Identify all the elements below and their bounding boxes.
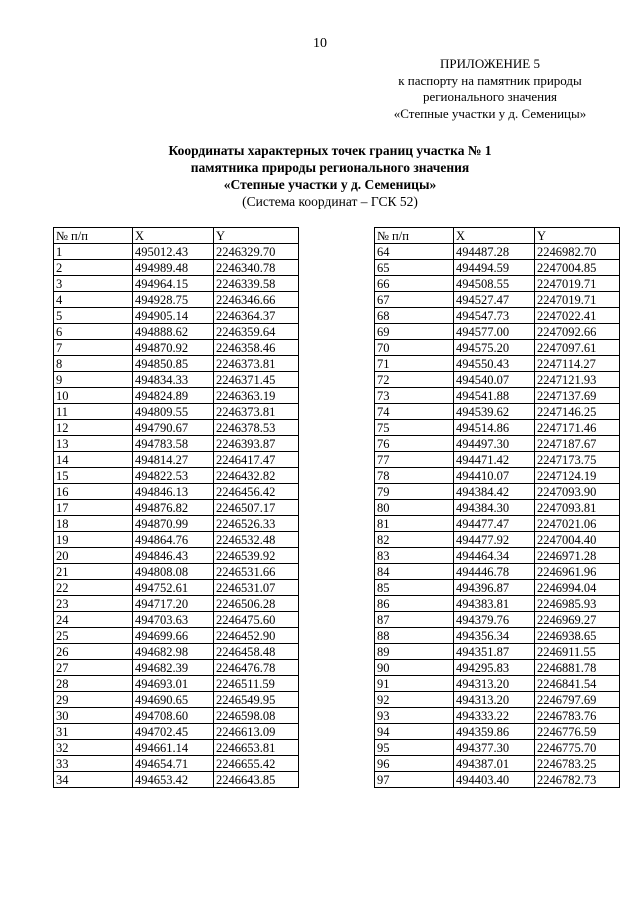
cell-y: 2246507.17 xyxy=(214,500,299,516)
table-row xyxy=(375,596,620,612)
cell-y: 2247004.85 xyxy=(535,260,620,276)
cell-x: 494396.87 xyxy=(454,580,535,596)
cell-x: 494702.45 xyxy=(133,724,214,740)
cell-x: 494464.34 xyxy=(454,548,535,564)
cell-y: 2247137.69 xyxy=(535,388,620,404)
cell-y: 2246643.85 xyxy=(214,772,299,788)
cell-x: 494850.85 xyxy=(133,356,214,372)
table-row xyxy=(375,644,620,660)
appendix-line-site-name: «Степные участки у д. Семеницы» xyxy=(393,105,587,121)
table-row xyxy=(54,276,299,292)
table-row xyxy=(375,676,620,692)
cell-y: 2246358.46 xyxy=(214,340,299,356)
header-y: Y xyxy=(214,228,299,244)
cell-x: 494497.30 xyxy=(454,436,535,452)
cell-x: 494834.33 xyxy=(133,372,214,388)
cell-y: 2246994.04 xyxy=(535,580,620,596)
cell-y: 2246432.82 xyxy=(214,468,299,484)
cell-point-number: 5 xyxy=(54,308,133,324)
cell-point-number: 16 xyxy=(54,484,133,500)
cell-point-number: 1 xyxy=(54,244,133,260)
title-line-coordinate-system: (Система координат – ГСК 52) xyxy=(242,194,418,209)
cell-point-number: 4 xyxy=(54,292,133,308)
table-row xyxy=(54,756,299,772)
cell-point-number: 15 xyxy=(54,468,133,484)
cell-y: 2247114.27 xyxy=(535,356,620,372)
cell-x: 494379.76 xyxy=(454,612,535,628)
cell-y: 2247019.71 xyxy=(535,276,620,292)
cell-x: 494822.53 xyxy=(133,468,214,484)
cell-y: 2246458.48 xyxy=(214,644,299,660)
table-row xyxy=(54,244,299,260)
cell-y: 2246531.07 xyxy=(214,580,299,596)
table-row xyxy=(54,660,299,676)
table-row xyxy=(54,308,299,324)
table-row xyxy=(54,708,299,724)
cell-x: 494870.99 xyxy=(133,516,214,532)
table-row xyxy=(375,260,620,276)
cell-point-number: 72 xyxy=(375,372,454,388)
table-row xyxy=(375,308,620,324)
cell-point-number: 17 xyxy=(54,500,133,516)
cell-y: 2246371.45 xyxy=(214,372,299,388)
cell-y: 2246511.59 xyxy=(214,676,299,692)
cell-x: 494384.42 xyxy=(454,484,535,500)
cell-point-number: 64 xyxy=(375,244,454,260)
table-row xyxy=(375,532,620,548)
cell-y: 2246532.48 xyxy=(214,532,299,548)
cell-y: 2246452.90 xyxy=(214,628,299,644)
table-row xyxy=(375,356,620,372)
table-row xyxy=(54,580,299,596)
table-row xyxy=(375,516,620,532)
table-row xyxy=(54,420,299,436)
header-x: X xyxy=(133,228,214,244)
cell-x: 494313.20 xyxy=(454,692,535,708)
header-point-number: № п/п xyxy=(375,228,454,244)
appendix-line-passport: к паспорту на памятник природы xyxy=(398,72,582,88)
cell-point-number: 73 xyxy=(375,388,454,404)
table-row xyxy=(375,708,620,724)
table-row xyxy=(54,436,299,452)
table-row xyxy=(54,388,299,404)
cell-x: 494377.30 xyxy=(454,740,535,756)
cell-x: 494527.47 xyxy=(454,292,535,308)
cell-x: 494752.61 xyxy=(133,580,214,596)
title-line-monument: памятника природы регионального значения xyxy=(190,160,470,175)
appendix-line-significance: регионального значения xyxy=(422,89,558,104)
cell-x: 494864.76 xyxy=(133,532,214,548)
table-row xyxy=(54,532,299,548)
title-line-site-name: «Степные участки у д. Семеницы» xyxy=(223,177,437,192)
cell-point-number: 76 xyxy=(375,436,454,452)
table-row xyxy=(54,372,299,388)
cell-x: 494550.43 xyxy=(454,356,535,372)
cell-x: 494846.43 xyxy=(133,548,214,564)
cell-point-number: 66 xyxy=(375,276,454,292)
cell-x: 494383.81 xyxy=(454,596,535,612)
cell-y: 2246339.58 xyxy=(214,276,299,292)
table-row xyxy=(54,500,299,516)
cell-x: 494876.82 xyxy=(133,500,214,516)
table-row xyxy=(54,612,299,628)
cell-y: 2246363.19 xyxy=(214,388,299,404)
cell-y: 2247173.75 xyxy=(535,452,620,468)
cell-point-number: 95 xyxy=(375,740,454,756)
cell-y: 2247187.67 xyxy=(535,436,620,452)
table-row xyxy=(375,612,620,628)
cell-y: 2247124.19 xyxy=(535,468,620,484)
cell-x: 494824.89 xyxy=(133,388,214,404)
cell-y: 2247097.61 xyxy=(535,340,620,356)
table-row xyxy=(375,628,620,644)
cell-point-number: 31 xyxy=(54,724,133,740)
table-row xyxy=(54,260,299,276)
table-row xyxy=(375,484,620,500)
cell-y: 2246797.69 xyxy=(535,692,620,708)
cell-point-number: 32 xyxy=(54,740,133,756)
cell-x: 494541.88 xyxy=(454,388,535,404)
cell-y: 2246783.76 xyxy=(535,708,620,724)
cell-y: 2246841.54 xyxy=(535,676,620,692)
cell-point-number: 82 xyxy=(375,532,454,548)
cell-y: 2246985.93 xyxy=(535,596,620,612)
cell-y: 2246539.92 xyxy=(214,548,299,564)
cell-y: 2246881.78 xyxy=(535,660,620,676)
table-row xyxy=(54,740,299,756)
cell-x: 494699.66 xyxy=(133,628,214,644)
cell-y: 2246783.25 xyxy=(535,756,620,772)
cell-x: 494846.13 xyxy=(133,484,214,500)
cell-y: 2246359.64 xyxy=(214,324,299,340)
table-row xyxy=(375,740,620,756)
cell-x: 494814.27 xyxy=(133,452,214,468)
cell-x: 494870.92 xyxy=(133,340,214,356)
cell-point-number: 3 xyxy=(54,276,133,292)
cell-y: 2246378.53 xyxy=(214,420,299,436)
cell-x: 494477.92 xyxy=(454,532,535,548)
cell-point-number: 10 xyxy=(54,388,133,404)
cell-point-number: 22 xyxy=(54,580,133,596)
cell-y: 2246911.55 xyxy=(535,644,620,660)
cell-y: 2246475.60 xyxy=(214,612,299,628)
cell-point-number: 19 xyxy=(54,532,133,548)
cell-x: 494508.55 xyxy=(454,276,535,292)
cell-x: 494575.20 xyxy=(454,340,535,356)
table-row xyxy=(375,468,620,484)
cell-y: 2247146.25 xyxy=(535,404,620,420)
cell-x: 494661.14 xyxy=(133,740,214,756)
cell-y: 2246393.87 xyxy=(214,436,299,452)
cell-y: 2246782.73 xyxy=(535,772,620,788)
cell-point-number: 92 xyxy=(375,692,454,708)
cell-point-number: 96 xyxy=(375,756,454,772)
cell-point-number: 70 xyxy=(375,340,454,356)
table-row xyxy=(375,324,620,340)
cell-point-number: 91 xyxy=(375,676,454,692)
table-row xyxy=(54,468,299,484)
table-row xyxy=(375,340,620,356)
appendix-title: ПРИЛОЖЕНИЕ 5 xyxy=(440,56,540,71)
cell-x: 494539.62 xyxy=(454,404,535,420)
cell-y: 2247019.71 xyxy=(535,292,620,308)
cell-x: 494351.87 xyxy=(454,644,535,660)
table-row xyxy=(375,404,620,420)
cell-x: 494783.58 xyxy=(133,436,214,452)
cell-point-number: 11 xyxy=(54,404,133,420)
cell-x: 494888.62 xyxy=(133,324,214,340)
table-row xyxy=(375,580,620,596)
cell-point-number: 9 xyxy=(54,372,133,388)
cell-x: 494653.42 xyxy=(133,772,214,788)
cell-point-number: 67 xyxy=(375,292,454,308)
cell-x: 494487.28 xyxy=(454,244,535,260)
cell-x: 494790.67 xyxy=(133,420,214,436)
cell-x: 494682.98 xyxy=(133,644,214,660)
cell-point-number: 14 xyxy=(54,452,133,468)
page-number: 10 xyxy=(313,36,327,51)
cell-point-number: 18 xyxy=(54,516,133,532)
cell-point-number: 84 xyxy=(375,564,454,580)
cell-point-number: 78 xyxy=(375,468,454,484)
cell-y: 2246776.59 xyxy=(535,724,620,740)
cell-y: 2247092.66 xyxy=(535,324,620,340)
cell-point-number: 85 xyxy=(375,580,454,596)
cell-point-number: 83 xyxy=(375,548,454,564)
table-row xyxy=(375,500,620,516)
table-row xyxy=(375,436,620,452)
cell-y: 2247022.41 xyxy=(535,308,620,324)
table-row xyxy=(54,692,299,708)
cell-x: 494359.86 xyxy=(454,724,535,740)
table-row xyxy=(54,340,299,356)
cell-x: 494295.83 xyxy=(454,660,535,676)
cell-point-number: 6 xyxy=(54,324,133,340)
cell-x: 494494.59 xyxy=(454,260,535,276)
cell-y: 2247093.90 xyxy=(535,484,620,500)
cell-point-number: 75 xyxy=(375,420,454,436)
cell-point-number: 87 xyxy=(375,612,454,628)
cell-point-number: 21 xyxy=(54,564,133,580)
cell-point-number: 26 xyxy=(54,644,133,660)
table-row xyxy=(375,724,620,740)
cell-point-number: 13 xyxy=(54,436,133,452)
cell-x: 494356.34 xyxy=(454,628,535,644)
table-row xyxy=(54,548,299,564)
coordinates-table-left xyxy=(53,227,299,788)
cell-y: 2246653.81 xyxy=(214,740,299,756)
cell-x: 494690.65 xyxy=(133,692,214,708)
cell-point-number: 33 xyxy=(54,756,133,772)
cell-y: 2246506.28 xyxy=(214,596,299,612)
cell-x: 494446.78 xyxy=(454,564,535,580)
cell-x: 494384.30 xyxy=(454,500,535,516)
cell-x: 494313.20 xyxy=(454,676,535,692)
cell-point-number: 25 xyxy=(54,628,133,644)
cell-x: 494708.60 xyxy=(133,708,214,724)
cell-y: 2246938.65 xyxy=(535,628,620,644)
cell-y: 2246982.70 xyxy=(535,244,620,260)
cell-x: 494989.48 xyxy=(133,260,214,276)
cell-point-number: 12 xyxy=(54,420,133,436)
cell-y: 2246598.08 xyxy=(214,708,299,724)
cell-x: 494477.47 xyxy=(454,516,535,532)
table-row xyxy=(54,404,299,420)
cell-x: 494905.14 xyxy=(133,308,214,324)
cell-x: 494577.00 xyxy=(454,324,535,340)
cell-y: 2247004.40 xyxy=(535,532,620,548)
cell-point-number: 34 xyxy=(54,772,133,788)
cell-x: 494964.15 xyxy=(133,276,214,292)
table-row xyxy=(54,644,299,660)
cell-y: 2247171.46 xyxy=(535,420,620,436)
cell-point-number: 28 xyxy=(54,676,133,692)
cell-x: 494808.08 xyxy=(133,564,214,580)
cell-point-number: 23 xyxy=(54,596,133,612)
cell-x: 494693.01 xyxy=(133,676,214,692)
cell-y: 2246961.96 xyxy=(535,564,620,580)
cell-point-number: 27 xyxy=(54,660,133,676)
table-row xyxy=(54,564,299,580)
table-row xyxy=(375,548,620,564)
cell-point-number: 29 xyxy=(54,692,133,708)
cell-point-number: 81 xyxy=(375,516,454,532)
table-row xyxy=(375,452,620,468)
cell-x: 495012.43 xyxy=(133,244,214,260)
cell-x: 494928.75 xyxy=(133,292,214,308)
cell-y: 2246969.27 xyxy=(535,612,620,628)
cell-x: 494703.63 xyxy=(133,612,214,628)
cell-point-number: 68 xyxy=(375,308,454,324)
cell-x: 494471.42 xyxy=(454,452,535,468)
header-x: X xyxy=(454,228,535,244)
table-row xyxy=(54,324,299,340)
cell-y: 2246531.66 xyxy=(214,564,299,580)
table-row xyxy=(375,692,620,708)
table-row xyxy=(375,772,620,788)
coordinates-table-right xyxy=(374,227,620,788)
cell-y: 2246329.70 xyxy=(214,244,299,260)
cell-point-number: 86 xyxy=(375,596,454,612)
cell-y: 2246655.42 xyxy=(214,756,299,772)
cell-x: 494403.40 xyxy=(454,772,535,788)
cell-point-number: 65 xyxy=(375,260,454,276)
cell-y: 2247121.93 xyxy=(535,372,620,388)
table-row xyxy=(375,388,620,404)
cell-x: 494682.39 xyxy=(133,660,214,676)
cell-x: 494654.71 xyxy=(133,756,214,772)
cell-point-number: 77 xyxy=(375,452,454,468)
cell-y: 2246364.37 xyxy=(214,308,299,324)
cell-y: 2246526.33 xyxy=(214,516,299,532)
table-row xyxy=(375,564,620,580)
cell-y: 2247093.81 xyxy=(535,500,620,516)
cell-x: 494387.01 xyxy=(454,756,535,772)
table-row xyxy=(375,372,620,388)
table-row xyxy=(54,484,299,500)
cell-point-number: 71 xyxy=(375,356,454,372)
cell-y: 2246417.47 xyxy=(214,452,299,468)
cell-point-number: 2 xyxy=(54,260,133,276)
table-row xyxy=(54,596,299,612)
header-point-number: № п/п xyxy=(54,228,133,244)
cell-y: 2246775.70 xyxy=(535,740,620,756)
cell-point-number: 20 xyxy=(54,548,133,564)
table-row xyxy=(54,772,299,788)
table-row xyxy=(375,660,620,676)
table-row xyxy=(54,356,299,372)
table-row xyxy=(54,676,299,692)
cell-x: 494809.55 xyxy=(133,404,214,420)
title-line-coordinates: Координаты характерных точек границ участка № 1 xyxy=(168,143,492,158)
cell-y: 2246373.81 xyxy=(214,404,299,420)
cell-x: 494540.07 xyxy=(454,372,535,388)
cell-point-number: 89 xyxy=(375,644,454,660)
cell-point-number: 97 xyxy=(375,772,454,788)
cell-x: 494333.22 xyxy=(454,708,535,724)
cell-x: 494717.20 xyxy=(133,596,214,612)
document-title xyxy=(100,142,560,210)
cell-point-number: 90 xyxy=(375,660,454,676)
cell-y: 2246549.95 xyxy=(214,692,299,708)
cell-point-number: 88 xyxy=(375,628,454,644)
cell-x: 494514.86 xyxy=(454,420,535,436)
cell-point-number: 24 xyxy=(54,612,133,628)
cell-y: 2246476.78 xyxy=(214,660,299,676)
table-row xyxy=(375,292,620,308)
table-row xyxy=(375,276,620,292)
cell-y: 2247021.06 xyxy=(535,516,620,532)
cell-y: 2246456.42 xyxy=(214,484,299,500)
table-row xyxy=(375,756,620,772)
cell-x: 494547.73 xyxy=(454,308,535,324)
cell-point-number: 8 xyxy=(54,356,133,372)
table-row xyxy=(54,724,299,740)
cell-point-number: 93 xyxy=(375,708,454,724)
cell-y: 2246373.81 xyxy=(214,356,299,372)
table-header-row xyxy=(375,228,620,244)
cell-y: 2246346.66 xyxy=(214,292,299,308)
cell-point-number: 79 xyxy=(375,484,454,500)
cell-y: 2246340.78 xyxy=(214,260,299,276)
table-header-row xyxy=(54,228,299,244)
cell-y: 2246613.09 xyxy=(214,724,299,740)
table-row xyxy=(54,628,299,644)
cell-x: 494410.07 xyxy=(454,468,535,484)
table-row xyxy=(54,516,299,532)
table-row xyxy=(375,244,620,260)
table-row xyxy=(375,420,620,436)
cell-y: 2246971.28 xyxy=(535,548,620,564)
cell-point-number: 7 xyxy=(54,340,133,356)
table-row xyxy=(54,292,299,308)
cell-point-number: 94 xyxy=(375,724,454,740)
cell-point-number: 30 xyxy=(54,708,133,724)
cell-point-number: 80 xyxy=(375,500,454,516)
cell-point-number: 69 xyxy=(375,324,454,340)
appendix-header xyxy=(360,56,620,122)
table-row xyxy=(54,452,299,468)
header-y: Y xyxy=(535,228,620,244)
cell-point-number: 74 xyxy=(375,404,454,420)
